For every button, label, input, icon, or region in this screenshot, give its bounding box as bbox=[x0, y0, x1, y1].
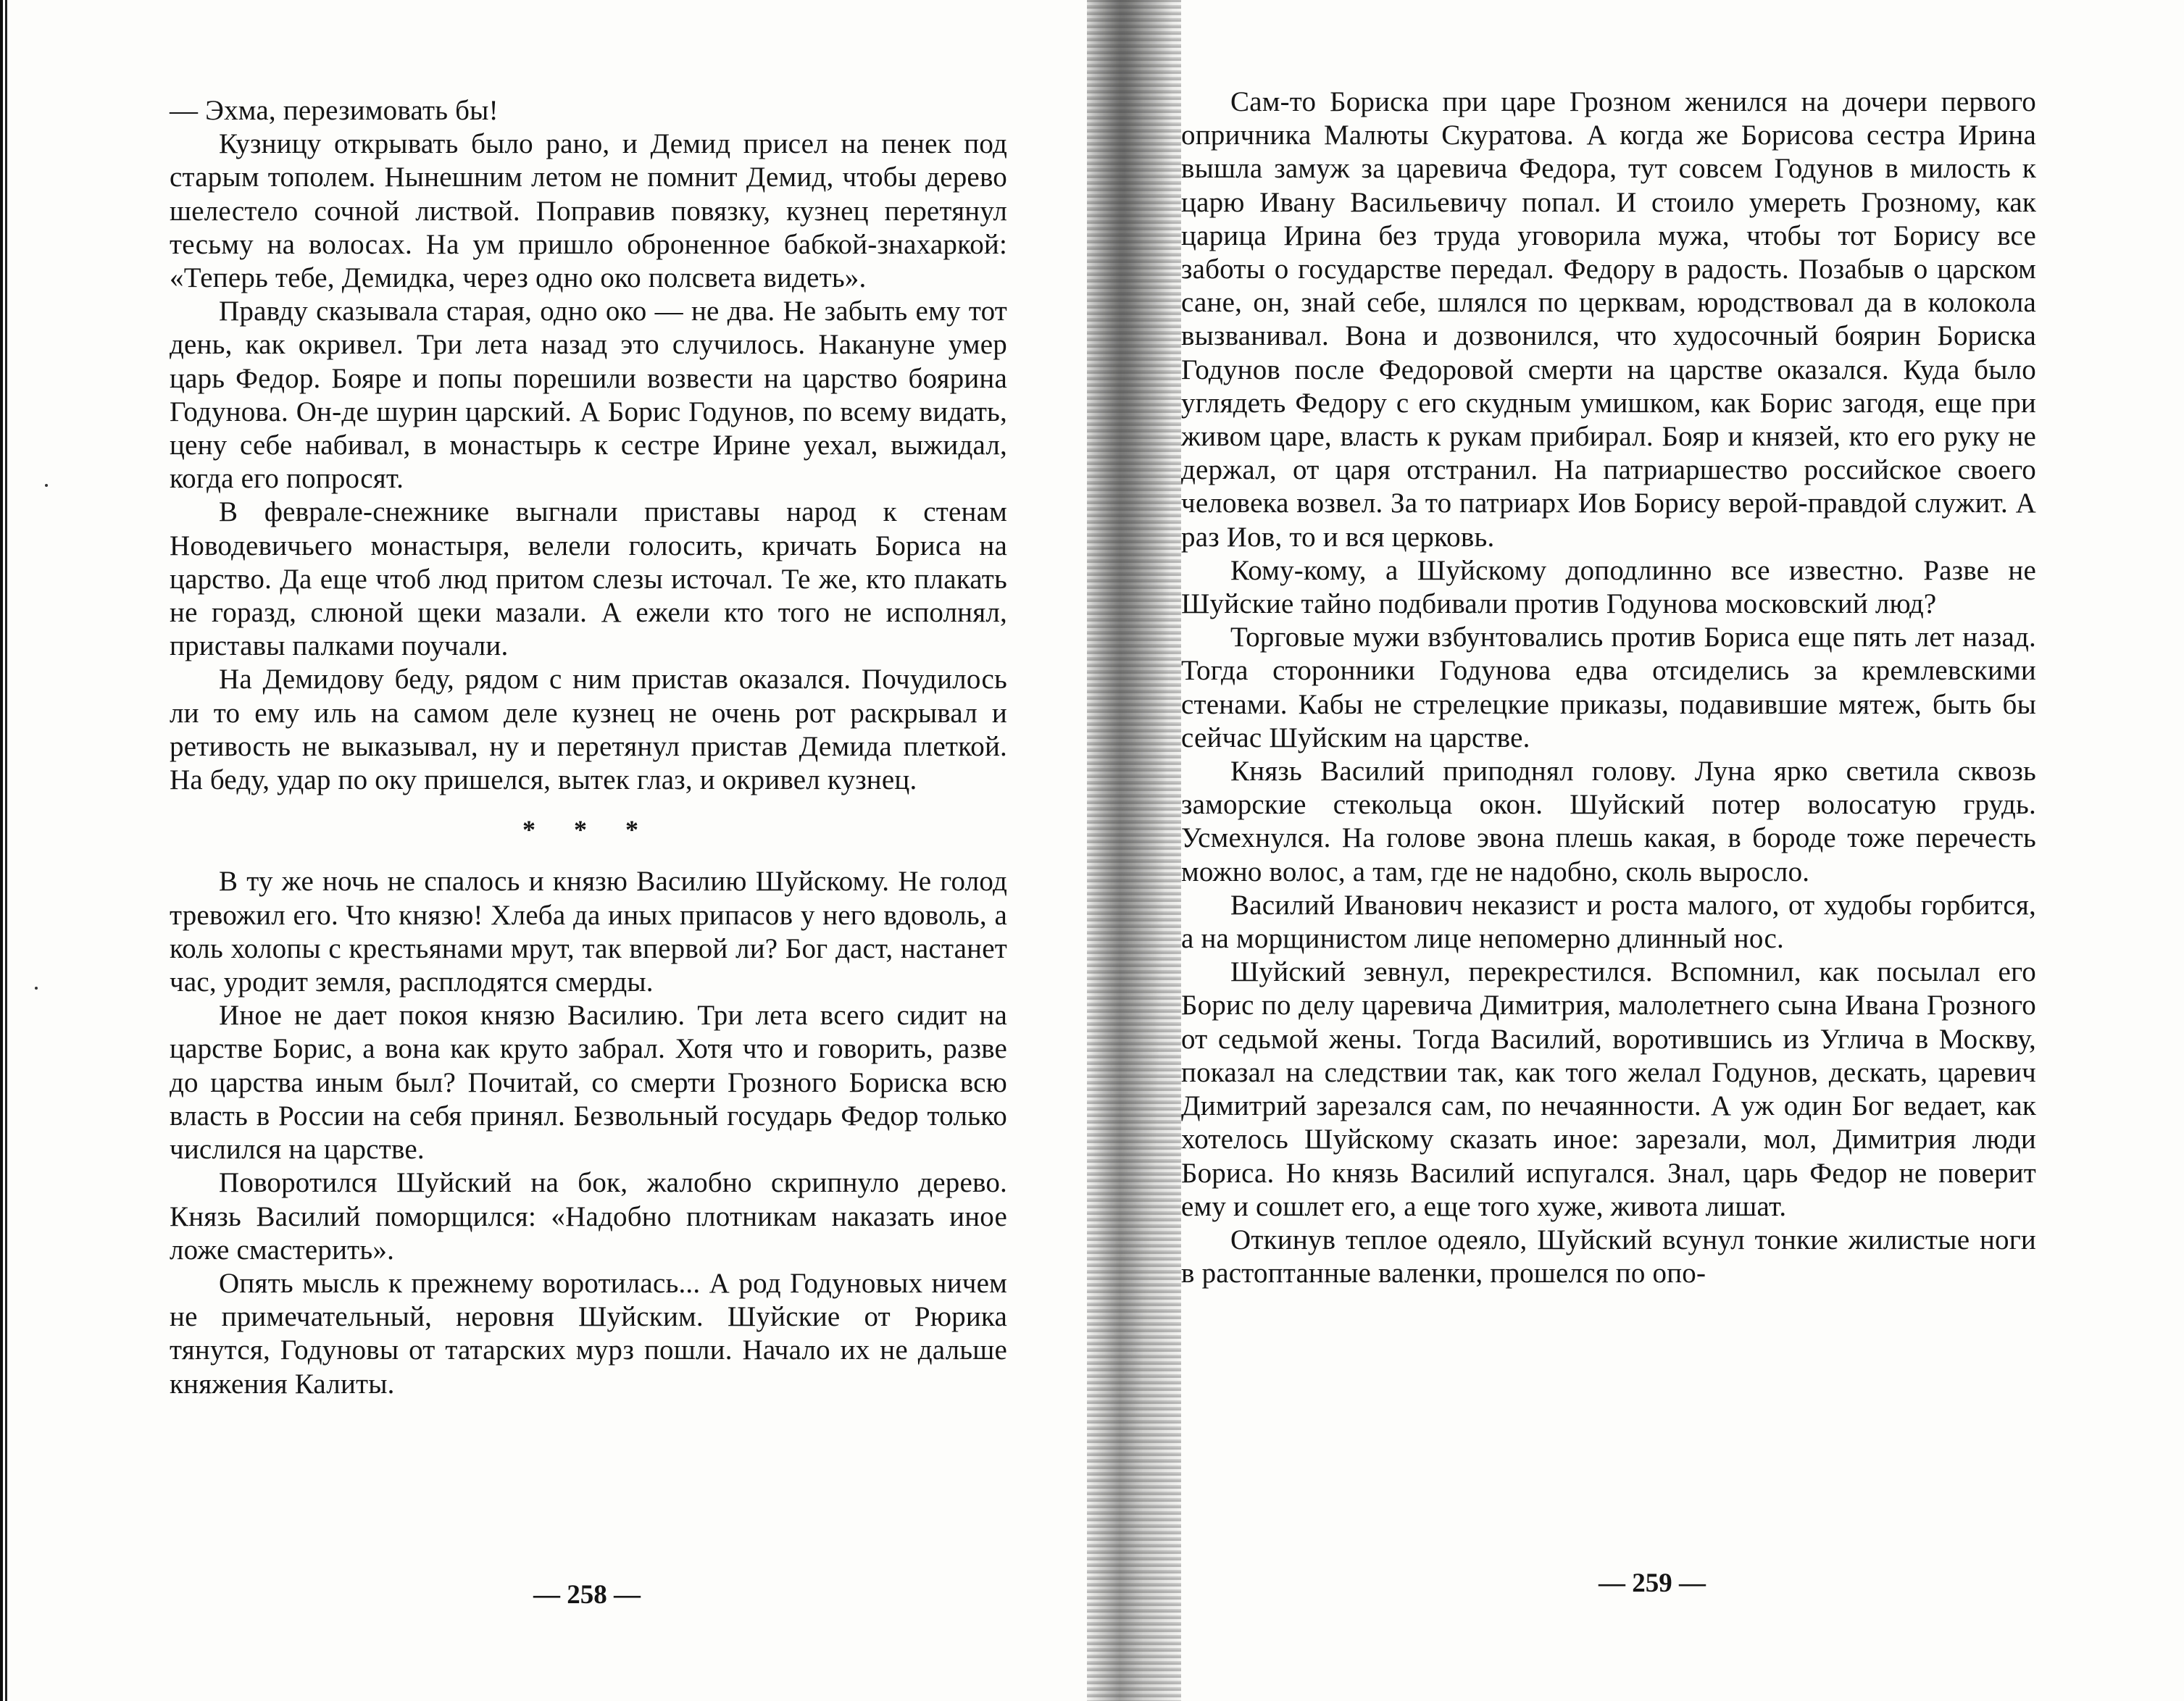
paragraph: Иное не дает покоя князю Василию. Три лета всего сидит на царстве Борис, а вона как круто забрал. Хотя что и говорить, разве до царства иным был? Почитай, со смерти Грозного Бориска всю власть в России на себя принял. Безвольный государь Федор только числился на царстве. bbox=[170, 1000, 1007, 1166]
paragraph: В ту же ночь не спалось и князю Василию Шуйскому. Не голод тревожил его. Что князю! Хлеба да иных припасов у него вдоволь, а коль холопы с крестьянами мрут, так впервой ли? Бог даст, настанет час, уродит земля, расплодятся смерды. bbox=[170, 866, 1007, 998]
paragraph: Шуйский зевнул, перекрестился. Вспомнил, как посылал его Борис по делу царевича Димитрия, малолетнего сына Ивана Грозного от седьмой жены. Тогда Василий, воротившись из Углича в Москву, показал на следствии так, как того желал Годунов, дескать, царевич Димитрий зарезался сам, по нечаянности. А уж один Бог ведает, как хотелось Шуйскому сказать иное: зарезали, мол, Димитрия люди Бориса. Но князь Василий испугался. Знал, царь Федор не поверит ему и сошлет его, а еще того хуже, живота лишат. bbox=[1181, 956, 2036, 1222]
section-break: * * * bbox=[522, 815, 654, 845]
paragraph: На Демидову беду, рядом с ним пристав оказался. Почудилось ли то ему иль на самом деле кузнец не очень рот раскрывал и ретивость не выказывал, ну и перетянул пристав Демида плеткой. На беду, удар по оку пришелся, вытек глаз, и окривел кузнец. bbox=[170, 664, 1007, 796]
page-number: — 258 — bbox=[533, 1580, 641, 1610]
paragraph: Кузницу открывать было рано, и Демид присел на пенек под старым тополем. Нынешним летом не помнит Демид, чтобы дерево шелестело сочной листвой. Поправив повязку, кузнец перетянул тесьму на волосах. На ум пришло оброненное бабкой-знахаркой: «Теперь тебе, Демидка, через одно око полсвета видеть». bbox=[170, 128, 1007, 294]
paragraph: — Эхма, перезимовать бы! bbox=[170, 95, 499, 126]
page-number: — 259 — bbox=[1599, 1568, 1706, 1598]
paragraph: Опять мысль к прежнему воротилась... А род Годуновых ничем не примечательный, неровня Шуйским. Шуйские от Рюрика тянутся, Годуновы от татарских мурз пошли. Начало их не дальше княжения Калиты. bbox=[170, 1267, 1007, 1400]
right-page bbox=[1101, 0, 2184, 1701]
left-page-text bbox=[170, 94, 1007, 1401]
paragraph: Поворотился Шуйский на бок, жалобно скрипнуло дерево. Князь Василий поморщился: «Надобно плотникам наказать иное ложе смастерить». bbox=[170, 1167, 1007, 1266]
scan-speck bbox=[35, 987, 38, 990]
right-page-text bbox=[1181, 85, 2036, 1290]
paragraph: Кому-кому, а Шуйскому доподлинно все известно. Разве не Шуйские тайно подбивали против Годунова московский люд? bbox=[1181, 554, 2036, 620]
scan-speck bbox=[45, 484, 48, 487]
paragraph: Торговые мужи взбунтовались против Бориса еще пять лет назад. Тогда сторонники Годунова едва отсиделись за кремлевскими стенами. Кабы не стрелецкие приказы, подавившие мятеж, быть бы сейчас Шуйским на царстве. bbox=[1181, 622, 2036, 753]
paragraph: Князь Василий приподнял голову. Луна ярко светила сквозь заморские стекольца окон. Шуйский потер волосатую грудь. Усмехнулся. На голове эвона плешь какая, в бороде тоже перечесть можно волос, а там, где не надобно, сколь выросло. bbox=[1181, 756, 2036, 887]
paragraph: Василий Иванович неказист и роста малого, от худобы горбится, а на морщинистом лице непомерно длинный нос. bbox=[1181, 889, 2036, 955]
paragraph: Правду сказывала старая, одно око — не два. Не забыть ему тот день, как окривел. Три лета назад это случилось. Накануне умер царь Федор. Бояре и попы порешили возвести на царство боярина Годунова. Он-де шурин царский. А Борис Годунов, по всему видать, цену себе набивал, в монастырь к сестре Ирине уехал, выжидал, когда его попросят. bbox=[170, 296, 1007, 495]
left-page bbox=[0, 0, 1087, 1701]
paragraph: Откинув теплое одеяло, Шуйский всунул тонкие жилистые ноги в растоптанные валенки, прошелся по опо- bbox=[1181, 1224, 2036, 1290]
paragraph: Сам-то Бориска при царе Грозном женился на дочери первого опричника Малюты Скуратова. А когда же Борисова сестра Ирина вышла замуж за царевича Федора, тут совсем Годунов в милость к царю Ивану Васильевичу попал. И стоило умереть Грозному, как царица Ирина без труда уговорила мужа, чтобы тот Борису все заботы о государстве передал. Федору в радость. Позабыв о царском сане, он, знай себе, шлялся по церквам, юродствовал да в колокола вызванивал. Вона и дозвонился, что худосочный боярин Бориска Годунов после Федоровой смерти на царстве оказался. Куда было углядеть Федору с его скудным умишком, как Борис загодя, еще при живом царе, власть к рукам прибирал. Бояр и князей, кто его руку не держал, от царя отстранил. На патриаршество российское своего человека возвел. За то патриарх Иов Борису верой-правдой служит. А раз Иов, то и вся церковь. bbox=[1181, 86, 2036, 553]
paragraph: В феврале-снежнике выгнали приставы народ к стенам Новодевичьего монастыря, велели голосить, кричать Бориса на царство. Да еще чтоб люд притом слезы источал. Те же, кто плакать не горазд, слюной щеки мазали. А ежели кто того не исполнял, приставы палками поучали. bbox=[170, 496, 1007, 662]
